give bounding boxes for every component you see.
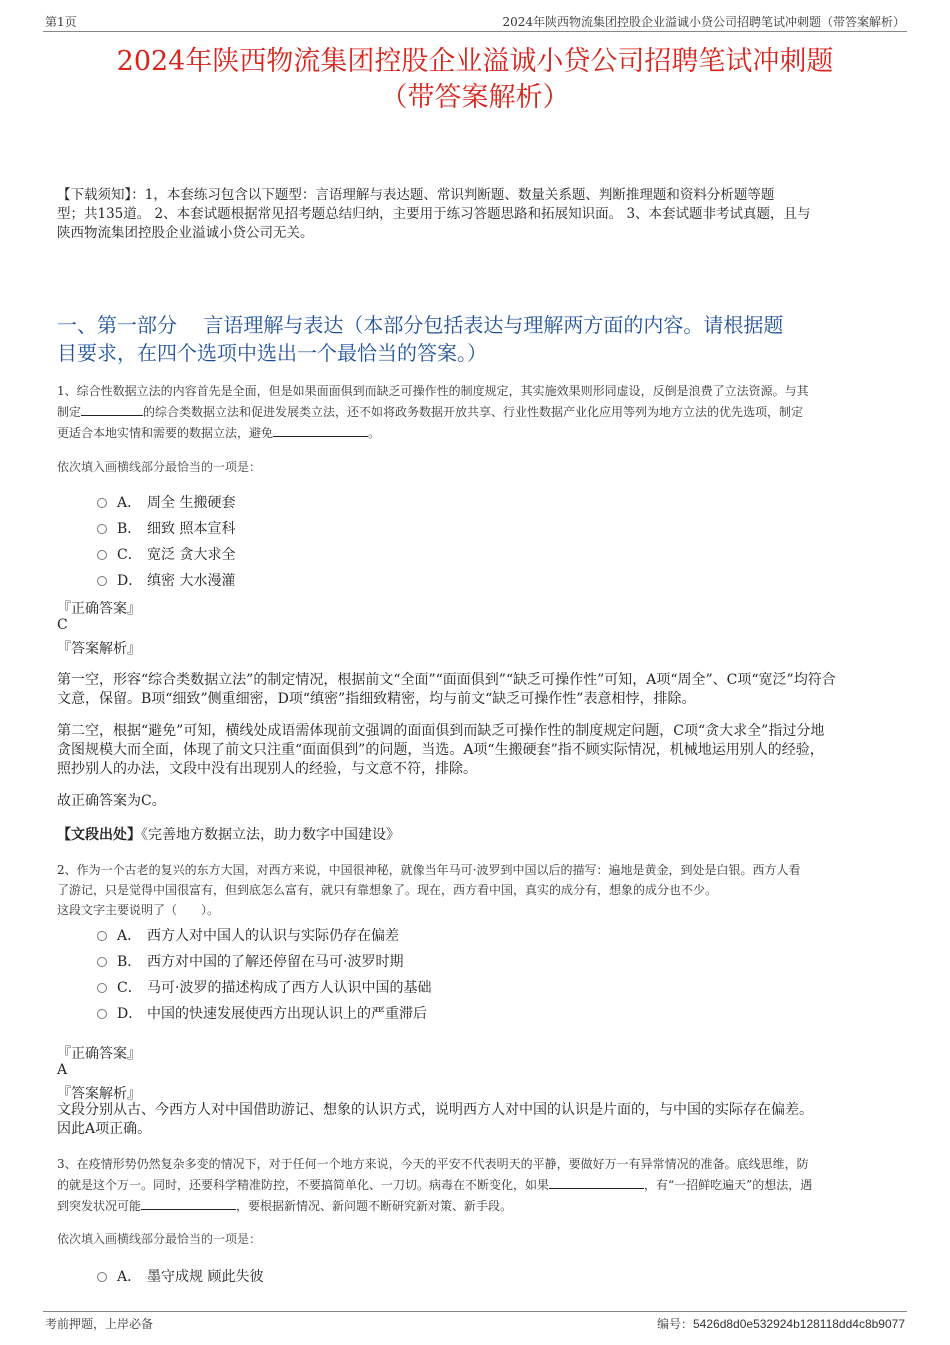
q2-stem-line-2: 了游记，只是觉得中国很富有，但到底怎么富有，就只有靠想象了。现在，西方看中国，真实的成分有，想象的成分也不少。 [57,883,718,897]
radio-icon[interactable] [97,931,107,941]
q1-conclusion: 故正确答案为C。 [57,793,166,809]
q2-option-a[interactable]: A． 西方人对中国人的认识与实际仍存在偏差 [97,925,399,945]
footer-divider [43,1311,907,1312]
q1-analysis-p1-line-2: 文意，保留。B项“细致”侧重细密，D项“缜密”指细致精密，均与前文“缺乏可操作性”表意相悖，排除。 [57,691,696,707]
q2-answer-label: 『正确答案』 [57,1046,141,1062]
q2-stem-line-3: 这段文字主要说明了（ ）。 [57,903,220,917]
page-number: 第1页 [45,15,77,29]
footer-code: 编号：5426d8d0e532924b128118dd4c8b9077 [656,1317,905,1331]
q1-blank-1 [81,403,143,416]
q1-analysis-label: 『答案解析』 [57,641,141,657]
q3-stem-line-3: 到突发状况可能 ，要根据新情况、新问题不断研究新对策、新手段。 [57,1199,513,1213]
footer-slogan: 考前押题，上岸必备 [45,1317,154,1331]
q2-option-b[interactable]: B． 西方对中国的了解还停留在马可·波罗时期 [97,951,403,971]
radio-icon[interactable] [97,550,107,560]
download-notice-line-3: 陕西物流集团控股企业溢诚小贷公司无关。 [57,225,314,241]
radio-icon[interactable] [97,498,107,508]
q3-stem-line-1: 3、在疫情形势仍然复杂多变的情况下，对于任何一个地方来说，今天的平安不代表明天的平静，要做好万一有异常情况的准备。底线思维，防 [57,1157,809,1171]
download-notice-line-1: 【下载须知】：1，本套练习包含以下题型：言语理解与表达题、常识判断题、数量关系题、判断推理题和资料分析题等题 [57,187,775,203]
q2-stem-line-1: 2、作为一个古老的复兴的东方大国，对西方来说，中国很神秘，就像当年马可·波罗到中国以后的描写：遍地是黄金，到处是白银。西方人看 [57,863,801,877]
q2-option-d[interactable]: D． 中国的快速发展使西方出现认识上的严重滞后 [97,1003,427,1023]
q1-option-d[interactable]: D． 缜密 大水漫灌 [97,570,235,590]
q1-stem-line-3: 更适合本地实情和需要的数据立法，避免 。 [57,426,381,440]
document-subtitle: （带答案解析） [380,82,570,113]
q2-analysis-label: 『答案解析』 [57,1086,141,1102]
section-heading-line-2: 目要求，在四个选项中选出一个最恰当的答案。） [57,341,487,365]
radio-icon[interactable] [97,524,107,534]
q3-instruction: 依次填入画横线部分最恰当的一项是： [57,1232,262,1246]
q1-blank-2 [273,424,368,437]
running-title: 2024年陕西物流集团控股企业溢诚小贷公司招聘笔试冲刺题（带答案解析） [502,15,905,29]
q1-option-c[interactable]: C． 宽泛 贪大求全 [97,544,235,564]
q1-option-a[interactable]: A． 周全 生搬硬套 [97,492,235,512]
q1-analysis-p1-line-1: 第一空，形容“综合类数据立法”的制定情况，根据前文“全面”“面面俱到”“缺乏可操作性”可知，A项“周全”、C项“宽泛”均符合 [57,672,836,688]
q3-blank-1 [549,1176,644,1189]
section-heading-line-1: 一、第一部分 言语理解与表达（本部分包括表达与理解两方面的内容。请根据题 [57,313,784,337]
radio-icon[interactable] [97,1272,107,1282]
header-divider [43,31,907,32]
radio-icon[interactable] [97,957,107,967]
q2-analysis-line-1: 文段分别从古、今西方人对中国借助游记、想象的认识方式，说明西方人对中国的认识是片面的，与中国的实际存在偏差。 [57,1102,813,1118]
q1-instruction: 依次填入画横线部分最恰当的一项是： [57,460,262,474]
q1-stem-line-1: 1、综合性数据立法的内容首先是全面，但是如果面面俱到而缺乏可操作性的制度规定，其实施效果则形同虚设，反倒是浪费了立法资源。与其 [57,384,809,398]
q2-option-c[interactable]: C． 马可·波罗的描述构成了西方人认识中国的基础 [97,977,431,997]
q1-source: 【文段出处】《完善地方数据立法，助力数字中国建设》 [57,827,400,843]
q1-stem-line-2: 制定 的综合类数据立法和促进发展类立法，还不如将政务数据开放共享、行业性数据产业化应用等列为地方立法的优先选项，制定 [57,405,804,419]
radio-icon[interactable] [97,983,107,993]
download-notice-line-2: 型；共135道。 2、本套试题根据常见招考题总结归纳，主要用于练习答题思路和拓展知识面。 3、本套试题非考试真题，且与 [57,206,811,222]
radio-icon[interactable] [97,1009,107,1019]
q3-stem-line-2: 的就是这个万一。同时，还要科学精准防控，不要搞简单化、一刀切。病毒在不断变化，如果 ，有“一招鲜吃遍天”的想法，遇 [57,1178,813,1192]
q1-answer: C [57,617,68,633]
document-title: 2024年陕西物流集团控股企业溢诚小贷公司招聘笔试冲刺题 [116,46,834,77]
radio-icon[interactable] [97,576,107,586]
q2-analysis-line-2: 因此A项正确。 [57,1121,152,1137]
q2-answer: A [57,1062,68,1078]
q3-blank-2 [141,1197,236,1210]
q1-analysis-p2-line-3: 照抄别人的办法，文段中没有出现别人的经验，与文意不符，排除。 [57,761,477,777]
q1-answer-label: 『正确答案』 [57,601,141,617]
q1-option-b[interactable]: B． 细致 照本宣科 [97,518,235,538]
q1-analysis-p2-line-2: 贪图规模大而全面，体现了前文只注重“面面俱到”的问题，当选。A项“生搬硬套”指不顾实际情况，机械地运用别人的经验， [57,742,824,758]
q3-option-a[interactable]: A． 墨守成规 顾此失彼 [97,1266,263,1286]
q1-analysis-p2-line-1: 第二空，根据“避免”可知，横线处成语需体现前文强调的面面俱到而缺乏可操作性的制度规定问题，C项“贪大求全”指过分地 [57,723,825,739]
